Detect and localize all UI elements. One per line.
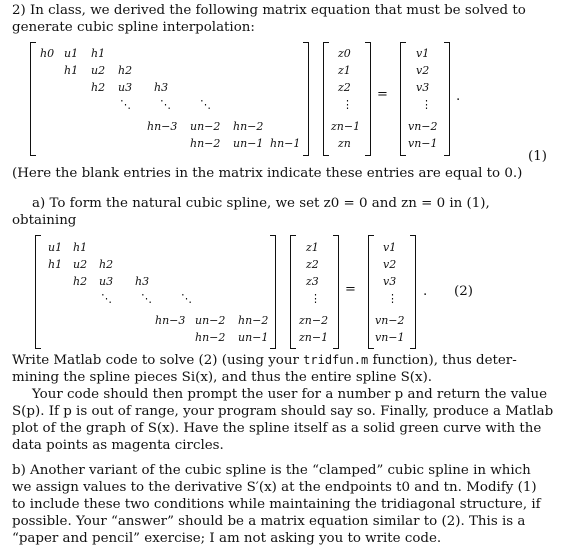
matrix2-right-bracket [270, 235, 276, 349]
part-a-text-line: mining the spline pieces Si(x), and thus the entire spline S(x). [12, 370, 433, 385]
v-vector-vdots: ⋮ [421, 98, 432, 111]
matrix1-cell: h1 [64, 64, 79, 77]
part-a-line-2: obtaining [12, 213, 77, 228]
matrix1-cell: hn−1 [270, 137, 301, 150]
v-vector-entry: v3 [416, 81, 430, 94]
part-a-text-line: plot of the graph of S(x). Have the spline itself as a solid green curve with the [12, 421, 542, 436]
matrix1-cell: h2 [118, 64, 133, 77]
matrix1-cell: un−1 [233, 137, 264, 150]
intro-line-2: generate cubic spline interpolation: [12, 20, 255, 35]
matrix2-ddots: ⋱ [181, 292, 192, 305]
matrix2-cell: hn−2 [195, 331, 226, 344]
equals-sign-2: = [345, 282, 356, 297]
z-vector-entry: zn [338, 137, 351, 150]
matrix2-ddots: ⋱ [101, 292, 112, 305]
matrix2-period: . [423, 284, 428, 299]
matrix1-cell: hn−3 [147, 120, 178, 133]
part-a-text-line [12, 352, 552, 369]
text-span: function), thus deter- [368, 353, 517, 368]
blank-entries-note: (Here the blank entries in the matrix indicate these entries are equal to 0.) [12, 166, 523, 181]
matrix2-cell: h2 [73, 275, 88, 288]
z-vector-entry: z2 [338, 81, 351, 94]
part-a-instructions [12, 352, 552, 454]
matrix2-cell: hn−2 [238, 314, 269, 327]
matrix2-cell: hn−3 [155, 314, 186, 327]
equation-label-1: (1) [528, 149, 547, 164]
matrix1-cell: h2 [91, 81, 106, 94]
z-vector2-entry: zn−1 [299, 331, 329, 344]
part-a-intro [12, 195, 552, 229]
matrix1-cell: u2 [91, 64, 106, 77]
part-b-text-line: “paper and pencil” exercise; I am not asking you to write code. [12, 531, 442, 546]
matrix1-cell: h1 [91, 47, 106, 60]
matrix2-cell: un−1 [238, 331, 269, 344]
matrix1-ddots: ⋱ [160, 98, 171, 111]
part-b-instructions [12, 462, 552, 547]
z-vector-left-bracket [323, 42, 329, 156]
z-vector-entry: z1 [338, 64, 351, 77]
v-vector-entry: vn−2 [408, 120, 438, 133]
intro-line-1: 2) In class, we derived the following matrix equation that must be solved to [12, 3, 526, 18]
z-vector2-right-bracket [333, 235, 339, 349]
v-vector-entry: vn−1 [408, 137, 438, 150]
matrix1-cell: hn−2 [190, 137, 221, 150]
matrix1-ddots: ⋱ [200, 98, 211, 111]
z-vector-right-bracket [365, 42, 371, 156]
z-vector2-entry: z1 [306, 241, 319, 254]
part-b-text-line: b) Another variant of the cubic spline is the “clamped” cubic spline in which [12, 463, 531, 478]
part-a-text-line: Your code should then prompt the user for a number p and return the value [32, 387, 548, 402]
matrix2-cell: u2 [73, 258, 88, 271]
matrix2-cell: h3 [135, 275, 150, 288]
matrix2-cell: un−2 [195, 314, 226, 327]
matrix1-period: . [456, 89, 461, 104]
matrix2-cell: u1 [48, 241, 63, 254]
problem-intro [12, 2, 552, 36]
v-vector-entry: v2 [416, 64, 430, 77]
matrix1-cell: h0 [40, 47, 55, 60]
v-vector2-entry: v3 [383, 275, 397, 288]
z-vector-entry: zn−1 [331, 120, 361, 133]
part-b-text-line: possible. Your “answer” should be a matrix equation similar to (2). This is a [12, 514, 526, 529]
v-vector2-right-bracket [410, 235, 416, 349]
matrix2-ddots: ⋱ [141, 292, 152, 305]
z-vector2-left-bracket [290, 235, 296, 349]
part-a-line-1: a) To form the natural cubic spline, we set z0 = 0 and zn = 0 in (1), [32, 196, 490, 211]
matrix1-cell: u3 [118, 81, 133, 94]
z-vector-entry: z0 [338, 47, 351, 60]
matrix1-left-bracket [30, 42, 36, 156]
v-vector2-vdots: ⋮ [387, 292, 398, 305]
part-b-text-line: we assign values to the derivative S′(x) at the endpoints t0 and tn. Modify (1) [12, 480, 537, 495]
v-vector-right-bracket [444, 42, 450, 156]
v-vector2-left-bracket [368, 235, 374, 349]
z-vector-vdots: ⋮ [342, 98, 353, 111]
z-vector2-entry: zn−2 [299, 314, 329, 327]
matrix1-cell: hn−2 [233, 120, 264, 133]
z-vector2-entry: z2 [306, 258, 319, 271]
matrix2-cell: h2 [99, 258, 114, 271]
matrix2-cell: u3 [99, 275, 114, 288]
matrix2-left-bracket [35, 235, 41, 349]
text-span: Write Matlab code to solve (2) (using your [12, 353, 304, 368]
matrix1-cell: un−2 [190, 120, 221, 133]
v-vector2-entry: v1 [383, 241, 397, 254]
part-b-text-line: to include these two conditions while maintaining the tridiagonal structure, if [12, 497, 541, 512]
matrix1-right-bracket [303, 42, 309, 156]
matrix1-cell: h3 [154, 81, 169, 94]
v-vector-entry: v1 [416, 47, 430, 60]
matrix2-cell: h1 [48, 258, 63, 271]
matrix2-cell: h1 [73, 241, 88, 254]
matrix1-ddots: ⋱ [120, 98, 131, 111]
equals-sign: = [377, 87, 388, 102]
z-vector2-entry: z3 [306, 275, 319, 288]
v-vector2-entry: vn−2 [375, 314, 405, 327]
matrix1-cell: u1 [64, 47, 79, 60]
part-a-text-line: S(p). If p is out of range, your program should say so. Finally, produce a Matlab [12, 404, 554, 419]
v-vector2-entry: v2 [383, 258, 397, 271]
z-vector2-vdots: ⋮ [310, 292, 321, 305]
tridfun-code: tridfun.m [303, 353, 369, 367]
part-a-text-line: data points as magenta circles. [12, 438, 224, 453]
equation-label-2: (2) [454, 284, 473, 299]
v-vector-left-bracket [400, 42, 406, 156]
v-vector2-entry: vn−1 [375, 331, 405, 344]
